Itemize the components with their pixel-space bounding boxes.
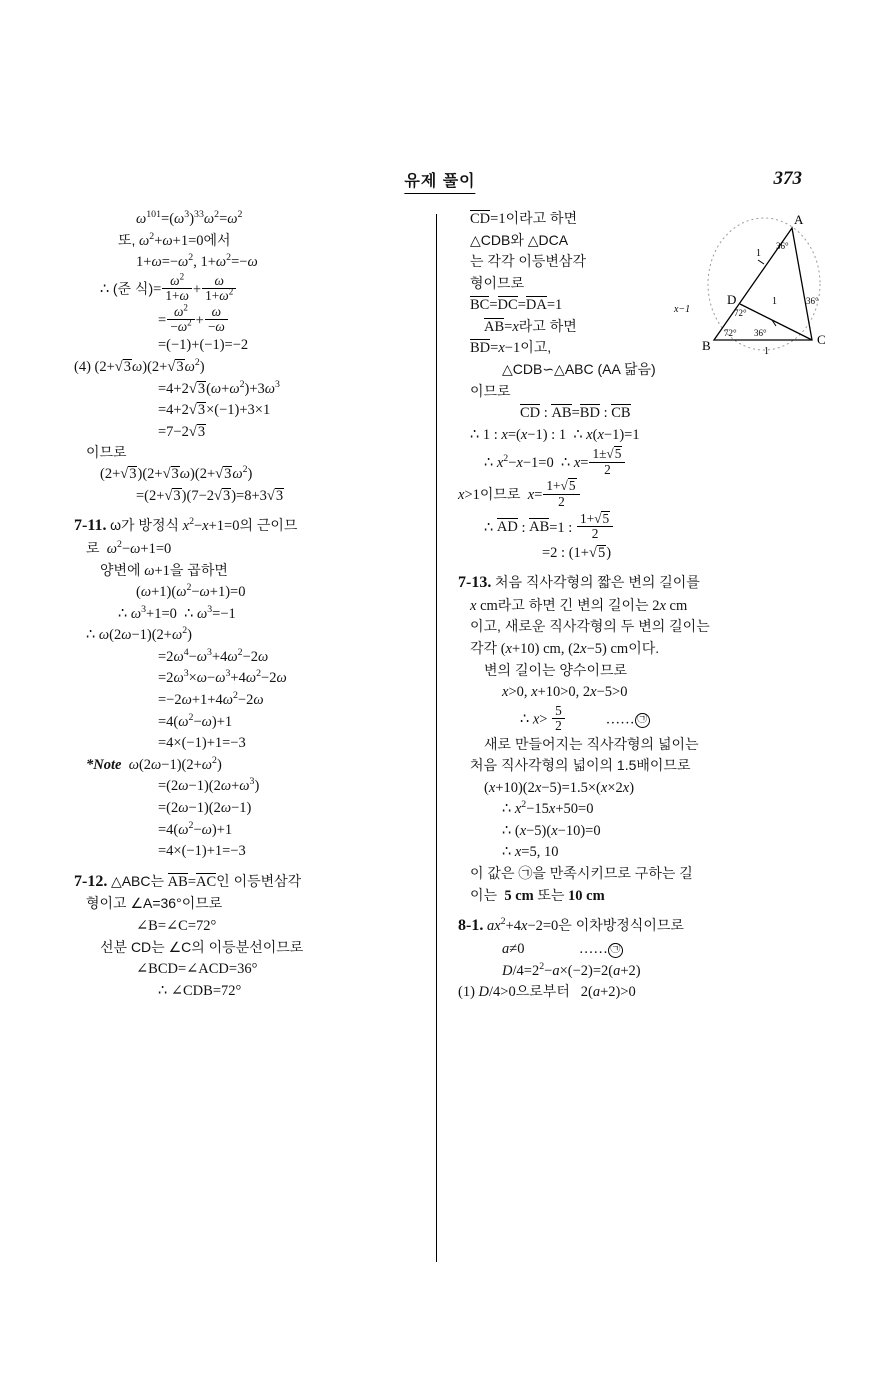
math-line: =(−1)+(−1)=−2 [158, 337, 249, 354]
item-suffix: -1. [466, 917, 484, 935]
math-line: = $\frac{\omega^2}{-\omega^2}$ + $\frac{\omega}{-\omega}$ [74, 305, 429, 335]
math-line: (1) D/4>0으로부터 2(a+2)>0 [458, 983, 636, 1001]
item-suffix: -11. [82, 517, 107, 535]
math-line: ∴ x=5, 10 [502, 844, 559, 861]
svg-text:x−1: x−1 [674, 304, 691, 315]
math-line: (x+10)(2x−5)=1.5×(x×2x) [484, 779, 635, 796]
math-line: (4) $(2+√3\omega)(2+√3\omega^2)$ [74, 357, 205, 375]
note-block: *Note $\omega(2\omega-1)(2+\omega^2)$ [86, 754, 222, 773]
svg-text:72°: 72° [734, 308, 747, 318]
math-line: $(\omega+1)(\omega^2-\omega+1)=0$ [136, 582, 246, 601]
math-line: $=-2\omega+1+4\omega^2-2\omega$ [158, 690, 264, 709]
math-line: ∴ $x^2-15x+50=0$ [502, 799, 594, 818]
math-line: CD=1이라고 하면 [470, 210, 578, 227]
item-suffix: -12. [82, 872, 108, 890]
math-line: BD=x−1이고, [470, 339, 552, 357]
math-line: $=4+2√3(\omega+\omega^2)+3\omega^3$ [158, 378, 280, 397]
header-title: 유제 풀이 [404, 168, 475, 194]
svg-text:D: D [727, 292, 737, 307]
math-line: ∠B=∠C=72° [136, 917, 217, 934]
solution-item-7-12 [74, 871, 429, 1002]
math-line: a≠0 …… ㉠ [458, 939, 813, 960]
math-line: ∴ x> $\frac{5}{2}$ …… ㉠ [458, 704, 813, 734]
solution-item-7-11 [74, 515, 429, 861]
math-line: AB=x라고 하면 [484, 317, 577, 335]
svg-text:36°: 36° [776, 241, 789, 251]
svg-text:1: 1 [764, 346, 769, 357]
math-line: 7-11. ω가 방정식 $x^2-x+1=0$의 근이므 [74, 516, 298, 535]
math-line: 이므로 [86, 444, 127, 461]
svg-text:36°: 36° [754, 328, 767, 338]
math-line: 형이므로 [470, 274, 525, 291]
math-line: BC=DC=DA=1 [470, 297, 563, 314]
left-column [74, 208, 429, 1002]
math-line: △CDB와 △DCA [470, 231, 569, 248]
math-line: 변의 길이는 양수이므로 [484, 661, 628, 678]
math-line: =(2+√3)(7−2√3)=8+3√3 [136, 487, 284, 504]
math-line: 선분 CD는 ∠C의 이등분선이므로 [100, 938, 304, 955]
math-line: ∴ ∠CDB=72° [158, 982, 242, 999]
math-line: ∴ $x^2-x-1=0$ ∴ x= $\frac{1\pm√5}{2}$ [458, 446, 813, 477]
math-line: ∴ (준 식)= $\frac{\omega^2}{1+\omega}$ + $\frac{\omega}{1+\omega^2}$ [74, 274, 429, 304]
math-line: 형이고 ∠A=36°이므로 [86, 895, 223, 912]
svg-text:1: 1 [756, 248, 761, 259]
item-suffix: -13. [466, 574, 492, 592]
math-line: 이는 5 cm 또는 10 cm [470, 886, 605, 904]
math-line: 새로 만들어지는 직사각형의 넓이는 [484, 735, 699, 752]
item-number: 8 [458, 917, 466, 935]
math-line: =4+2√3×(−1)+3×1 [158, 402, 271, 419]
math-line: =2 : (1+√5) [542, 544, 612, 561]
item-number: 7 [458, 574, 466, 592]
math-line: 양변에 ω+1을 곱하면 [100, 561, 228, 579]
math-line: $=2\omega^3\times\omega-\omega^3+4\omega^2-2\omega$ [158, 668, 287, 687]
svg-text:72°: 72° [724, 328, 737, 338]
item-number: 7 [74, 517, 82, 535]
math-line: 7-12. △ABC는 AB=AC인 이등변삼각 [74, 872, 302, 890]
math-line: =4×(−1)+1=−3 [158, 735, 246, 752]
math-line: $=4(\omega^2-\omega)+1$ [158, 711, 233, 730]
math-line: $\omega^{101}=(\omega^3)^{33}\omega^2=\omega^2$ [136, 209, 243, 227]
math-line: =7−2√3 [158, 423, 206, 440]
page-header [0, 168, 880, 196]
math-line: =(2ω−1)(2ω−1) [158, 799, 252, 816]
svg-text:36°: 36° [806, 296, 819, 306]
item-number: 7 [74, 872, 82, 890]
svg-text:C: C [817, 332, 826, 347]
math-line: $=4(\omega^2-\omega)+1$ [158, 819, 233, 838]
math-line: $=(2\omega-1)(2\omega+\omega^3)$ [158, 776, 260, 795]
math-line: x cm라고 하면 긴 변의 길이는 2x cm [470, 596, 688, 614]
triangle-figure [672, 212, 848, 372]
math-line: 각각 (x+10) cm, (2x−5) cm이다. [470, 640, 660, 658]
note-label: *Note [86, 756, 122, 773]
math-line: ∴ (x−5)(x−10)=0 [502, 822, 601, 839]
math-line: x>0, x+10>0, 2x−5>0 [502, 684, 628, 701]
column-divider [436, 214, 437, 1262]
math-line: x>1이므로 x= $\frac{1+√5}{2}$ [458, 478, 813, 509]
math-line: 또, $\omega^2+\omega+1=0$에서 [118, 230, 231, 249]
math-line: 이고, 새로운 직사각형의 두 변의 길이는 [470, 618, 710, 635]
math-line: =4×(−1)+1=−3 [158, 843, 246, 860]
math-line: △CDB∽△ABC (AA 닮음) [502, 361, 656, 378]
svg-text:B: B [702, 338, 711, 353]
math-line: $D/4=2^2-a\times(-2)=2(a+2)$ [502, 960, 641, 979]
reference-marker: ㉠ [608, 943, 623, 958]
svg-text:A: A [794, 212, 804, 227]
math-line: ∴ 1 : x=(x−1) : 1 ∴ x(x−1)=1 [470, 426, 640, 443]
reference-marker: ㉠ [635, 713, 650, 728]
math-line: 이 값은 ㉠을 만족시키므로 구하는 길 [470, 865, 693, 882]
math-line: 이므로 [470, 382, 511, 399]
math-line: $(2+√3)(2+√3\omega)(2+√3\omega^2)$ [100, 464, 253, 483]
math-line: ∴ AD : AB=1 : $\frac{1+√5}{2}$ [458, 511, 813, 542]
math-line: 처음 직사각형의 넓이의 1.5배이므로 [470, 757, 691, 774]
math-line: 7-13. 처음 직사각형의 짧은 변의 길이를 [458, 574, 700, 592]
triangle-diagram-svg [672, 212, 848, 372]
math-line: ∠BCD=∠ACD=36° [136, 961, 258, 978]
math-line: 는 각각 이등변삼각 [470, 253, 586, 270]
svg-text:1: 1 [772, 296, 777, 307]
math-line: 로 $\omega^2-\omega+1=0$ [86, 539, 172, 557]
math-line: ∴ $\omega(2\omega-1)(2+\omega^2)$ [86, 625, 192, 644]
solution-item-8-1 [458, 915, 813, 1002]
math-line: CD : AB=BD : CB [520, 405, 631, 422]
page-number: 373 [773, 168, 802, 189]
solution-item-7-13 [458, 572, 813, 906]
math-line: $1+\omega=-\omega^2$, $1+\omega^2=-\omega$ [136, 252, 258, 271]
math-line: ∴ $\omega^3+1=0$ ∴ $\omega^3=-1$ [118, 603, 236, 622]
math-line: $=2\omega^4-\omega^3+4\omega^2-2\omega$ [158, 647, 269, 665]
math-line: 8-1. $ax^2+4x-2=0$은 이차방정식이므로 [458, 916, 684, 935]
